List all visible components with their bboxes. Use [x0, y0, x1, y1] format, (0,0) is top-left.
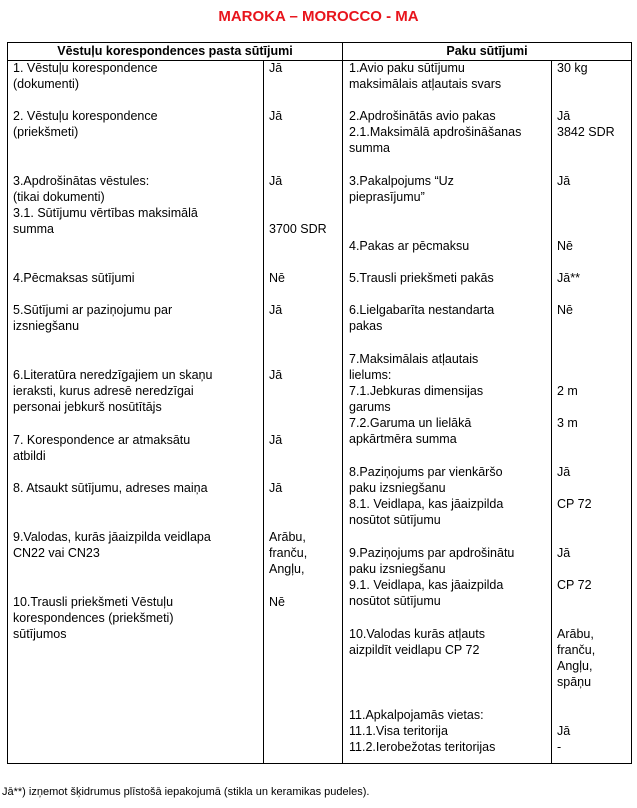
- parcels-item-6: 6.Lielgabarīta nestandarta pakas: [349, 303, 495, 333]
- parcels-item-3: 3.Pakalpojums “Uz pieprasījumu”: [349, 174, 454, 204]
- footnote: Jā**) izņemot šķidrumus plīstošā iepakojumā (stikla un keramikas pudeles).: [2, 786, 370, 798]
- letters-value-5: Jā: [269, 303, 283, 317]
- table-col-divider-1: [263, 60, 264, 764]
- letters-item-9: 9.Valodas, kurās jāaizpilda veidlapa CN22 vai CN23: [13, 530, 211, 560]
- parcels-item-10: 10.Valodas kurās atļauts aizpildīt veidlapu CP 72: [349, 627, 485, 657]
- letters-value-9: Arābu, franču, Angļu,: [269, 530, 308, 576]
- letters-value-2: Jā: [269, 109, 283, 123]
- letters-item-1: 1. Vēstuļu korespondence (dokumenti): [13, 61, 158, 91]
- parcels-value-4: Nē: [557, 239, 573, 253]
- parcels-value-3: Jā: [557, 174, 571, 188]
- parcels-item-2: 2.Apdrošinātās avio pakas 2.1.Maksimālā apdrošināšanas summa: [349, 109, 522, 155]
- letters-item-6: 6.Literatūra neredzīgajiem un skaņu ieraksti, kurus adresē neredzīgai personai jebkurš nosūtītājs: [13, 368, 213, 414]
- parcels-value-7: 2 m 3 m: [557, 384, 578, 430]
- parcels-item-4: 4.Pakas ar pēcmaksu: [349, 239, 470, 253]
- parcels-item-5: 5.Trausli priekšmeti pakās: [349, 271, 494, 285]
- letters-item-3: 3.Apdrošinātas vēstules: (tikai dokumenti) 3.1. Sūtījumu vērtības maksimālā summa: [13, 174, 198, 236]
- letters-value-7: Jā: [269, 433, 283, 447]
- letters-value-1: Jā: [269, 61, 283, 75]
- letters-value-4: Nē: [269, 271, 285, 285]
- letters-item-8: 8. Atsaukt sūtījumu, adreses maiņa: [13, 481, 208, 495]
- page-title: MAROKA – MOROCCO - MA: [218, 8, 419, 25]
- parcels-item-1: 1.Avio paku sūtījumu maksimālais atļautais svars: [349, 61, 502, 91]
- table-col-divider-2: [342, 42, 343, 764]
- parcels-value-1: 30 kg: [557, 61, 588, 75]
- parcels-item-7: 7.Maksimālais atļautais lielums: 7.1.Jebkuras dimensijas garums 7.2.Garuma un lielākā apkārtmēra summa: [349, 352, 484, 446]
- parcels-item-11: 11.Apkalpojamās vietas: 11.1.Visa teritorija 11.2.Ierobežotas teritorijas: [349, 708, 496, 754]
- parcels-header: Paku sūtījumi: [446, 44, 528, 58]
- table-border-left: [7, 42, 8, 764]
- parcels-value-9: Jā CP 72: [557, 546, 592, 592]
- letters-value-6: Jā: [269, 368, 283, 382]
- parcels-value-5: Jā**: [557, 271, 580, 285]
- letters-header: Vēstuļu korespondences pasta sūtījumi: [57, 44, 293, 58]
- parcels-value-10: Arābu, franču, Angļu, spāņu: [557, 627, 596, 689]
- parcels-item-9: 9.Paziņojums par apdrošinātu paku izsniegšanu 9.1. Veidlapa, kas jāaizpilda nosūtot sūtījumu: [349, 546, 515, 608]
- table-col-divider-3: [551, 60, 552, 764]
- letters-item-2: 2. Vēstuļu korespondence (priekšmeti): [13, 109, 158, 139]
- table-border-right: [631, 42, 632, 764]
- parcels-value-11: Jā -: [557, 724, 571, 754]
- parcels-value-6: Nē: [557, 303, 573, 317]
- letters-value-3: Jā 3700 SDR: [269, 174, 327, 236]
- letters-item-4: 4.Pēcmaksas sūtījumi: [13, 271, 135, 285]
- letters-item-5: 5.Sūtījumi ar paziņojumu par izsniegšanu: [13, 303, 173, 333]
- letters-item-10: 10.Trausli priekšmeti Vēstuļu korespondences (priekšmeti) sūtījumos: [13, 595, 174, 641]
- letters-value-8: Jā: [269, 481, 283, 495]
- parcels-item-8: 8.Paziņojums par vienkāršo paku izsniegšanu 8.1. Veidlapa, kas jāaizpilda nosūtot sūtījumu: [349, 465, 504, 527]
- letters-value-10: Nē: [269, 595, 285, 609]
- table-border-bottom: [7, 763, 632, 764]
- parcels-value-2: Jā 3842 SDR: [557, 109, 615, 139]
- parcels-value-8: Jā CP 72: [557, 465, 592, 511]
- letters-item-7: 7. Korespondence ar atmaksātu atbildi: [13, 433, 191, 463]
